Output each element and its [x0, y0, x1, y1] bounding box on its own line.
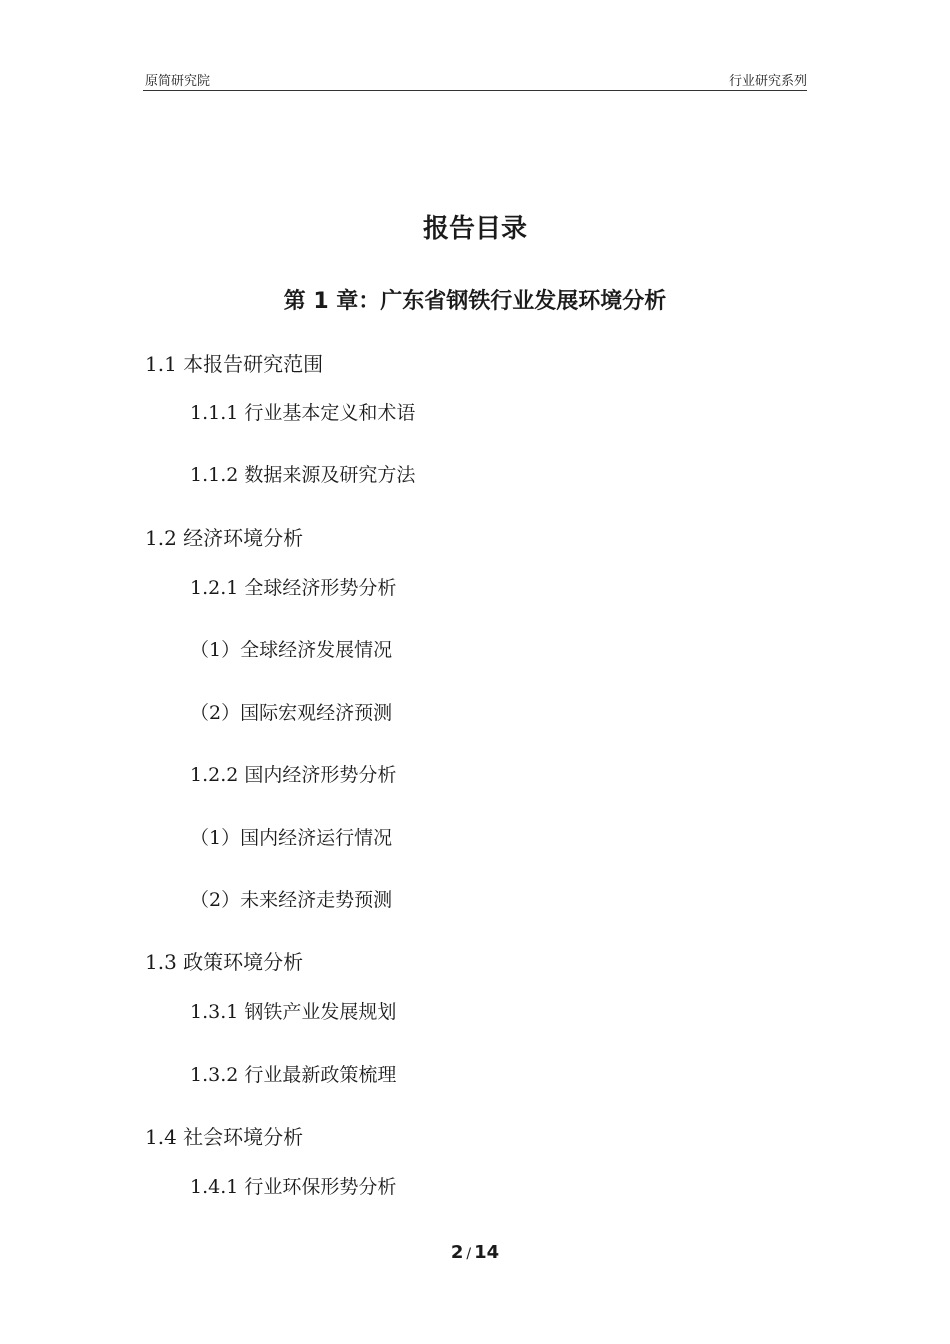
header-org-name: 原简研究院	[145, 74, 211, 89]
toc-item: （2）未来经济走势预测	[190, 889, 393, 911]
toc-item: 1.3.1 钢铁产业发展规划	[190, 1001, 397, 1023]
toc-item: 1.4.1 行业环保形势分析	[190, 1176, 397, 1198]
toc-item: 1.2.1 全球经济形势分析	[190, 577, 397, 599]
page-total: 14	[474, 1242, 500, 1263]
toc-item: 1.2.2 国内经济形势分析	[190, 764, 397, 786]
toc-item: 1.1.1 行业基本定义和术语	[190, 402, 416, 424]
page-current: 2	[450, 1242, 464, 1263]
report-toc-title: 报告目录	[422, 214, 527, 244]
toc-item: （1）全球经济发展情况	[190, 639, 393, 661]
page-header	[143, 68, 807, 91]
header-series-name: 行业研究系列	[728, 74, 807, 89]
toc-item: 1.1.2 数据来源及研究方法	[190, 464, 416, 486]
toc-item: 1.3 政策环境分析	[145, 950, 304, 974]
toc-item: （2）国际宏观经济预测	[190, 702, 393, 724]
toc-item: 1.2 经济环境分析	[145, 526, 304, 550]
toc-item: 1.3.2 行业最新政策梳理	[190, 1064, 397, 1086]
page-number	[0, 1242, 950, 1263]
page-separator: /	[466, 1246, 472, 1262]
toc-item: （1）国内经济运行情况	[190, 827, 393, 849]
toc-item: 1.1 本报告研究范围	[145, 352, 324, 376]
toc-item: 1.4 社会环境分析	[145, 1125, 304, 1149]
chapter-heading: 第 1 章：广东省钢铁行业发展环境分析	[283, 289, 667, 314]
